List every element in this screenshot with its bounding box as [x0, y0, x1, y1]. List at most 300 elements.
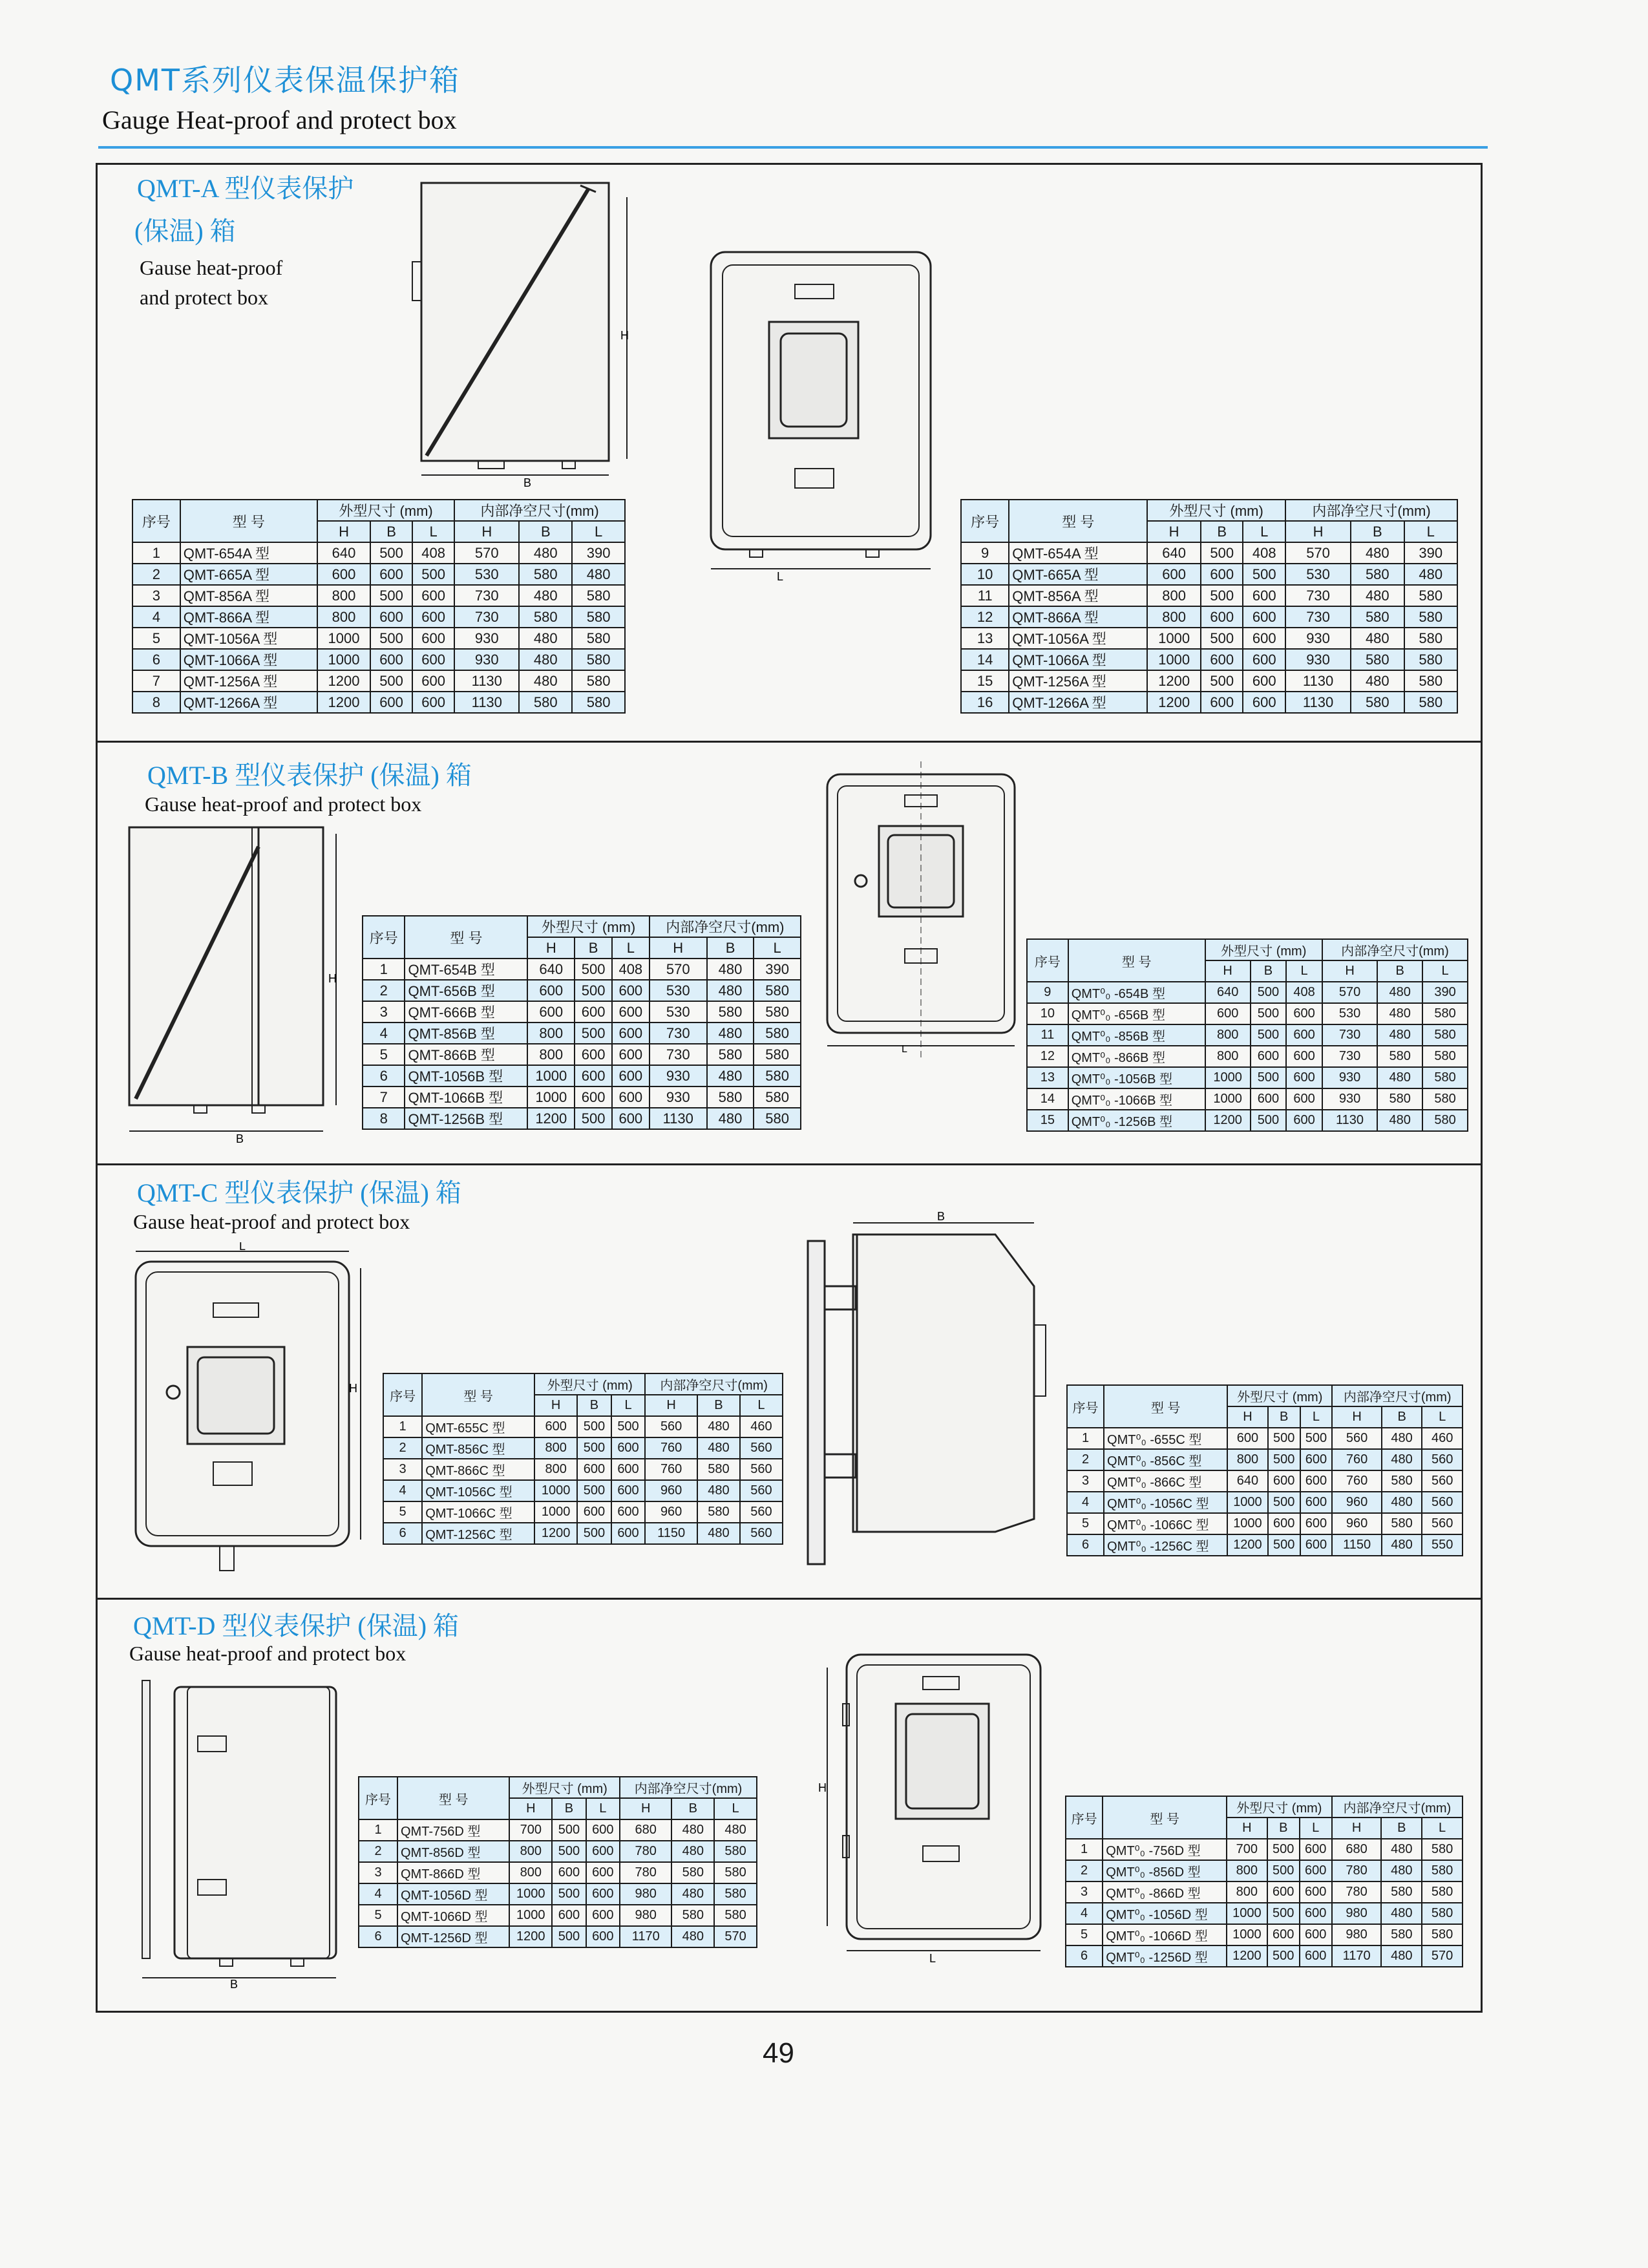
dimension-cell: 580: [519, 692, 572, 713]
dimension-cell: 500: [370, 542, 412, 564]
col-header-dim: H: [1147, 521, 1201, 542]
dimension-cell: 580: [1422, 1067, 1468, 1088]
row-number-cell: 5: [132, 628, 180, 649]
table-row: [961, 649, 1457, 670]
col-header-outer: 外型尺寸 (mm): [509, 1777, 620, 1798]
dimension-cell: 480: [1351, 542, 1404, 564]
dim-label-b: B: [937, 1210, 945, 1223]
dimension-cell: 600: [586, 1883, 620, 1905]
table-row: [132, 542, 625, 564]
dimension-cell: 600: [1205, 1003, 1251, 1024]
col-header-dim: H: [1332, 1818, 1382, 1839]
model-cell: QMT⁰₀ -1056C 型: [1104, 1492, 1227, 1513]
dimension-cell: 500: [1251, 1024, 1287, 1046]
model-cell: QMT⁰₀ -866B 型: [1068, 1046, 1205, 1067]
dimension-cell: 600: [1300, 1470, 1333, 1492]
table-row: [1066, 1903, 1463, 1924]
col-header-dim: B: [1351, 521, 1404, 542]
dimension-cell: 600: [612, 1023, 650, 1044]
dimension-cell: 730: [1285, 606, 1351, 628]
col-header-dim: H: [1205, 960, 1251, 982]
dimension-cell: 730: [454, 606, 519, 628]
dimension-cell: 640: [1227, 1470, 1268, 1492]
dimension-cell: 560: [1422, 1449, 1463, 1470]
dimension-cell: 600: [612, 1001, 650, 1023]
dimension-cell: 800: [509, 1841, 552, 1862]
dimension-cell: 600: [611, 1480, 646, 1501]
dimension-cell: 580: [754, 1001, 801, 1023]
col-header-dim: L: [586, 1798, 620, 1819]
model-cell: QMT⁰₀ -1256B 型: [1068, 1110, 1205, 1131]
dimension-cell: 480: [519, 542, 572, 564]
dimension-cell: 580: [1404, 606, 1458, 628]
dimension-cell: 800: [1147, 606, 1201, 628]
dimension-cell: 600: [1300, 1534, 1333, 1556]
dimension-cell: 600: [370, 564, 412, 585]
table-row: [359, 1862, 757, 1883]
dimension-cell: 570: [454, 542, 519, 564]
row-number-cell: 7: [363, 1086, 405, 1108]
col-header-dim: H: [650, 937, 707, 959]
col-header-dim: B: [1268, 1406, 1300, 1428]
table-row: [1066, 1945, 1463, 1967]
col-header-inner: 内部净空尺寸(mm): [645, 1373, 783, 1395]
dimension-cell: 600: [577, 1501, 611, 1523]
col-header-dim: H: [1227, 1406, 1268, 1428]
table-row: [363, 1065, 801, 1086]
dimension-cell: 390: [1422, 982, 1468, 1003]
dimension-cell: 930: [650, 1086, 707, 1108]
dimension-cell: 930: [1322, 1067, 1377, 1088]
section-c-side-drawing: [801, 1209, 1060, 1584]
dimension-cell: 600: [611, 1501, 646, 1523]
section-d-title-en: Gause heat-proof and protect box: [129, 1642, 407, 1665]
col-header-dim: B: [1381, 1818, 1422, 1839]
model-cell: QMT-866A 型: [180, 606, 317, 628]
dimension-cell: 600: [412, 649, 454, 670]
dimension-cell: 500: [1268, 1534, 1300, 1556]
table-row: [132, 670, 625, 692]
dimension-cell: 600: [586, 1926, 620, 1947]
col-header-outer: 外型尺寸 (mm): [1205, 939, 1322, 960]
table-row: [961, 670, 1457, 692]
dimension-cell: 1200: [509, 1926, 552, 1947]
row-number-cell: 6: [363, 1065, 405, 1086]
dimension-cell: 580: [1404, 670, 1458, 692]
dimension-cell: 580: [519, 564, 572, 585]
col-header-dim: H: [1332, 1406, 1381, 1428]
model-cell: QMT-1256C 型: [422, 1523, 534, 1544]
dimension-cell: 480: [572, 564, 625, 585]
dimension-cell: 600: [1300, 1881, 1332, 1903]
row-number-cell: 14: [961, 649, 1009, 670]
model-cell: QMT⁰₀ -1256C 型: [1104, 1534, 1227, 1556]
dimension-cell: 480: [1377, 1067, 1422, 1088]
table-row: [383, 1523, 783, 1544]
dimension-cell: 500: [1201, 585, 1243, 606]
col-header-dim: H: [534, 1395, 577, 1416]
model-cell: QMT-1056A 型: [180, 628, 317, 649]
col-header-dim: L: [611, 1395, 646, 1416]
dimension-cell: 480: [697, 1437, 740, 1459]
row-number-cell: 6: [383, 1523, 422, 1544]
dimension-cell: 500: [370, 628, 412, 649]
dimension-cell: 800: [1227, 1860, 1267, 1881]
dimension-cell: 600: [1286, 1003, 1322, 1024]
col-header-model: 型 号: [1009, 500, 1147, 542]
dimension-cell: 570: [714, 1926, 757, 1947]
dimension-cell: 1000: [1227, 1903, 1267, 1924]
col-header-dim: B: [1267, 1818, 1300, 1839]
col-header-outer: 外型尺寸 (mm): [1227, 1796, 1332, 1818]
row-number-cell: 3: [132, 585, 180, 606]
col-header-dim: L: [740, 1395, 783, 1416]
col-header-dim: L: [412, 521, 454, 542]
section-c-title-en: Gause heat-proof and protect box: [133, 1210, 410, 1233]
model-cell: QMT-665A 型: [180, 564, 317, 585]
dimension-cell: 1130: [454, 692, 519, 713]
dimension-cell: 760: [1332, 1449, 1381, 1470]
dimension-cell: 800: [1227, 1449, 1268, 1470]
dimension-cell: 1130: [1322, 1110, 1377, 1131]
dimension-cell: 600: [1286, 1046, 1322, 1067]
model-cell: QMT-1056C 型: [422, 1480, 534, 1501]
dimension-cell: 780: [1332, 1881, 1382, 1903]
dim-label-h: H: [620, 329, 629, 342]
dimension-cell: 600: [527, 1001, 575, 1023]
table-row: [363, 1001, 801, 1023]
row-number-cell: 4: [1067, 1492, 1104, 1513]
dimension-cell: 480: [519, 649, 572, 670]
model-cell: QMT⁰₀ -856C 型: [1104, 1449, 1227, 1470]
model-cell: QMT-866D 型: [397, 1862, 509, 1883]
row-number-cell: 8: [132, 692, 180, 713]
section-divider-bc: [96, 1163, 1483, 1165]
table-row: [363, 1044, 801, 1065]
row-number-cell: 1: [1066, 1839, 1103, 1860]
dimension-cell: 800: [534, 1459, 577, 1480]
dimension-cell: 600: [1286, 1067, 1322, 1088]
col-header-dim: B: [671, 1798, 714, 1819]
row-number-cell: 15: [961, 670, 1009, 692]
row-number-cell: 4: [383, 1480, 422, 1501]
dimension-cell: 580: [707, 1044, 754, 1065]
table-row: [132, 564, 625, 585]
section-divider-cd: [96, 1598, 1483, 1600]
dimension-cell: 600: [1251, 1046, 1287, 1067]
table-row: [359, 1926, 757, 1947]
table-row: [1027, 1024, 1468, 1046]
col-header-outer: 外型尺寸 (mm): [527, 916, 649, 937]
dimension-cell: 500: [1267, 1860, 1300, 1881]
dimension-cell: 500: [577, 1416, 611, 1437]
col-header-dim: B: [575, 937, 612, 959]
dimension-cell: 600: [552, 1905, 586, 1926]
dimension-cell: 560: [1332, 1428, 1381, 1449]
dim-label-h: H: [328, 972, 337, 985]
dimension-cell: 800: [534, 1437, 577, 1459]
dimension-cell: 730: [454, 585, 519, 606]
table-row: [363, 1023, 801, 1044]
col-header-dim: L: [1243, 521, 1285, 542]
col-header-dim: H: [527, 937, 575, 959]
col-header-dim: H: [645, 1395, 697, 1416]
dimension-cell: 530: [650, 1001, 707, 1023]
dimension-cell: 500: [1268, 1449, 1300, 1470]
dimension-cell: 580: [707, 1086, 754, 1108]
dimension-cell: 500: [575, 980, 612, 1001]
dimension-cell: 580: [572, 628, 625, 649]
model-cell: QMT⁰₀ -1056D 型: [1103, 1903, 1227, 1924]
dimension-cell: 390: [754, 959, 801, 980]
row-number-cell: 7: [132, 670, 180, 692]
dimension-cell: 480: [697, 1523, 740, 1544]
dimension-cell: 930: [1322, 1088, 1377, 1110]
dimension-cell: 1130: [1285, 670, 1351, 692]
table-row: [1027, 1003, 1468, 1024]
row-number-cell: 2: [383, 1437, 422, 1459]
dimension-cell: 1130: [1285, 692, 1351, 713]
dimension-cell: 730: [1285, 585, 1351, 606]
col-header-inner: 内部净空尺寸(mm): [1322, 939, 1468, 960]
dimension-cell: 500: [552, 1819, 586, 1841]
model-cell: QMT⁰₀ -1256D 型: [1103, 1945, 1227, 1967]
row-number-cell: 5: [1067, 1513, 1104, 1534]
model-cell: QMT⁰₀ -756D 型: [1103, 1839, 1227, 1860]
row-number-cell: 4: [363, 1023, 405, 1044]
model-cell: QMT-654B 型: [405, 959, 527, 980]
dimension-cell: 600: [1300, 1839, 1332, 1860]
row-number-cell: 2: [132, 564, 180, 585]
dimension-cell: 800: [1147, 585, 1201, 606]
dimension-cell: 480: [1381, 1903, 1422, 1924]
dimension-cell: 600: [575, 1001, 612, 1023]
dimension-cell: 580: [1422, 1860, 1463, 1881]
dimension-cell: 480: [1382, 1492, 1422, 1513]
dimension-cell: 640: [527, 959, 575, 980]
col-header-no: 序号: [1067, 1385, 1104, 1428]
col-header-dim: H: [1322, 960, 1377, 982]
table-row: [383, 1459, 783, 1480]
col-header-no: 序号: [1066, 1796, 1103, 1839]
model-cell: QMT-1256A 型: [180, 670, 317, 692]
table-row: [363, 1108, 801, 1129]
col-header-model: 型 号: [1103, 1796, 1227, 1839]
col-header-inner: 内部净空尺寸(mm): [1332, 1385, 1463, 1406]
dimension-cell: 600: [612, 1065, 650, 1086]
model-cell: QMT-1256B 型: [405, 1108, 527, 1129]
col-header-model: 型 号: [1104, 1385, 1227, 1428]
model-cell: QMT⁰₀ -1066C 型: [1104, 1513, 1227, 1534]
dimension-cell: 600: [575, 1044, 612, 1065]
col-header-dim: L: [1404, 521, 1458, 542]
dimension-cell: 580: [1404, 628, 1458, 649]
table-row: [383, 1480, 783, 1501]
model-cell: QMT⁰₀ -856D 型: [1103, 1860, 1227, 1881]
row-number-cell: 5: [1066, 1924, 1103, 1945]
table-row: [359, 1905, 757, 1926]
table-row: [961, 542, 1457, 564]
model-cell: QMT-1066C 型: [422, 1501, 534, 1523]
dimension-cell: 580: [1381, 1924, 1422, 1945]
dimension-cell: 600: [612, 980, 650, 1001]
dimension-cell: 930: [1285, 628, 1351, 649]
dimension-cell: 480: [1382, 1449, 1422, 1470]
row-number-cell: 1: [363, 959, 405, 980]
section-c-table-1: [383, 1373, 783, 1545]
dimension-cell: 580: [754, 1023, 801, 1044]
row-number-cell: 1: [1067, 1428, 1104, 1449]
col-header-no: 序号: [359, 1777, 397, 1819]
dimension-cell: 580: [1422, 1024, 1468, 1046]
dimension-cell: 560: [645, 1416, 697, 1437]
col-header-dim: L: [1422, 960, 1468, 982]
dimension-cell: 930: [454, 649, 519, 670]
dimension-cell: 800: [527, 1023, 575, 1044]
dimension-cell: 530: [1285, 564, 1351, 585]
col-header-dim: B: [707, 937, 754, 959]
section-a-title-en-1: Gause heat-proof: [140, 256, 283, 279]
dimension-cell: 1150: [1332, 1534, 1381, 1556]
page-title-cn: QMT系列仪表保温保护箱: [110, 63, 460, 98]
dimension-cell: 1000: [1205, 1067, 1251, 1088]
dimension-cell: 580: [572, 585, 625, 606]
row-number-cell: 2: [1067, 1449, 1104, 1470]
dimension-cell: 580: [1404, 649, 1458, 670]
col-header-outer: 外型尺寸 (mm): [534, 1373, 645, 1395]
table-row: [1066, 1881, 1463, 1903]
dimension-cell: 1200: [1205, 1110, 1251, 1131]
col-header-dim: L: [1300, 1818, 1332, 1839]
dimension-cell: 580: [572, 692, 625, 713]
table-row: [383, 1501, 783, 1523]
dimension-cell: 500: [1268, 1492, 1300, 1513]
row-number-cell: 3: [1067, 1470, 1104, 1492]
dimension-cell: 730: [1322, 1024, 1377, 1046]
dimension-cell: 600: [575, 1086, 612, 1108]
model-cell: QMT⁰₀ -654B 型: [1068, 982, 1205, 1003]
dimension-cell: 930: [1285, 649, 1351, 670]
row-number-cell: 6: [359, 1926, 397, 1947]
dimension-cell: 1000: [1227, 1924, 1267, 1945]
model-cell: QMT-1056D 型: [397, 1883, 509, 1905]
dimension-cell: 1200: [317, 670, 370, 692]
section-b-title-cn: QMT-B 型仪表保护 (保温) 箱: [147, 761, 472, 790]
table-row: [383, 1437, 783, 1459]
model-cell: QMT⁰₀ -866D 型: [1103, 1881, 1227, 1903]
table-row: [961, 692, 1457, 713]
dimension-cell: 1170: [1332, 1945, 1382, 1967]
dimension-cell: 1000: [527, 1086, 575, 1108]
dimension-cell: 480: [1351, 670, 1404, 692]
row-number-cell: 10: [961, 564, 1009, 585]
dimension-cell: 600: [370, 692, 412, 713]
dimension-cell: 1200: [1227, 1945, 1267, 1967]
row-number-cell: 11: [961, 585, 1009, 606]
dimension-cell: 600: [612, 1108, 650, 1129]
dimension-cell: 600: [586, 1905, 620, 1926]
table-row: [961, 628, 1457, 649]
model-cell: QMT-1256D 型: [397, 1926, 509, 1947]
dimension-cell: 600: [611, 1523, 646, 1544]
row-number-cell: 4: [132, 606, 180, 628]
dimension-cell: 600: [552, 1862, 586, 1883]
col-header-dim: H: [1285, 521, 1351, 542]
dimension-cell: 390: [1404, 542, 1458, 564]
row-number-cell: 13: [1027, 1067, 1068, 1088]
dimension-cell: 600: [412, 692, 454, 713]
dimension-cell: 500: [1243, 564, 1285, 585]
table-row: [961, 585, 1457, 606]
table-row: [1027, 1067, 1468, 1088]
dimension-cell: 500: [1300, 1428, 1333, 1449]
dimension-cell: 480: [1377, 1110, 1422, 1131]
table-row: [1066, 1839, 1463, 1860]
row-number-cell: 15: [1027, 1110, 1068, 1131]
dimension-cell: 480: [1381, 1839, 1422, 1860]
dimension-cell: 580: [572, 649, 625, 670]
dimension-cell: 1200: [1227, 1534, 1268, 1556]
dimension-cell: 600: [1201, 649, 1243, 670]
dimension-cell: 460: [740, 1416, 783, 1437]
row-number-cell: 6: [132, 649, 180, 670]
dimension-cell: 570: [650, 959, 707, 980]
dimension-cell: 600: [577, 1459, 611, 1480]
dimension-cell: 700: [509, 1819, 552, 1841]
dimension-cell: 1000: [1227, 1513, 1268, 1534]
table-row: [132, 585, 625, 606]
model-cell: QMT⁰₀ -856B 型: [1068, 1024, 1205, 1046]
dimension-cell: 500: [577, 1523, 611, 1544]
col-header-model: 型 号: [422, 1373, 534, 1416]
dimension-cell: 480: [1351, 585, 1404, 606]
dim-label-l: L: [777, 570, 784, 582]
section-a-table-1: [132, 499, 626, 714]
col-header-dim: H: [620, 1798, 671, 1819]
dimension-cell: 570: [1322, 982, 1377, 1003]
row-number-cell: 6: [1066, 1945, 1103, 1967]
dimension-cell: 480: [1404, 564, 1458, 585]
col-header-dim: B: [697, 1395, 740, 1416]
dimension-cell: 980: [1332, 1903, 1382, 1924]
page-title-en: Gauge Heat-proof and protect box: [102, 105, 457, 134]
col-header-inner: 内部净空尺寸(mm): [454, 500, 625, 521]
row-number-cell: 4: [359, 1883, 397, 1905]
dimension-cell: 480: [671, 1841, 714, 1862]
title-rule: [98, 146, 1488, 149]
col-header-inner: 内部净空尺寸(mm): [1332, 1796, 1463, 1818]
dimension-cell: 1200: [1147, 692, 1201, 713]
dimension-cell: 1000: [534, 1480, 577, 1501]
section-b-side-drawing: [123, 821, 355, 1150]
dimension-cell: 640: [1205, 982, 1251, 1003]
dimension-cell: 600: [1267, 1924, 1300, 1945]
dimension-cell: 600: [412, 606, 454, 628]
dimension-cell: 480: [714, 1819, 757, 1841]
col-header-model: 型 号: [397, 1777, 509, 1819]
dimension-cell: 600: [317, 564, 370, 585]
dimension-cell: 500: [575, 1023, 612, 1044]
dimension-cell: 930: [650, 1065, 707, 1086]
dimension-cell: 580: [1422, 1881, 1463, 1903]
dimension-cell: 580: [1422, 1110, 1468, 1131]
dim-label-h: H: [349, 1382, 357, 1395]
col-header-dim: B: [1251, 960, 1287, 982]
dimension-cell: 730: [650, 1044, 707, 1065]
dimension-cell: 1000: [317, 649, 370, 670]
table-row: [1067, 1534, 1463, 1556]
dimension-cell: 500: [370, 670, 412, 692]
